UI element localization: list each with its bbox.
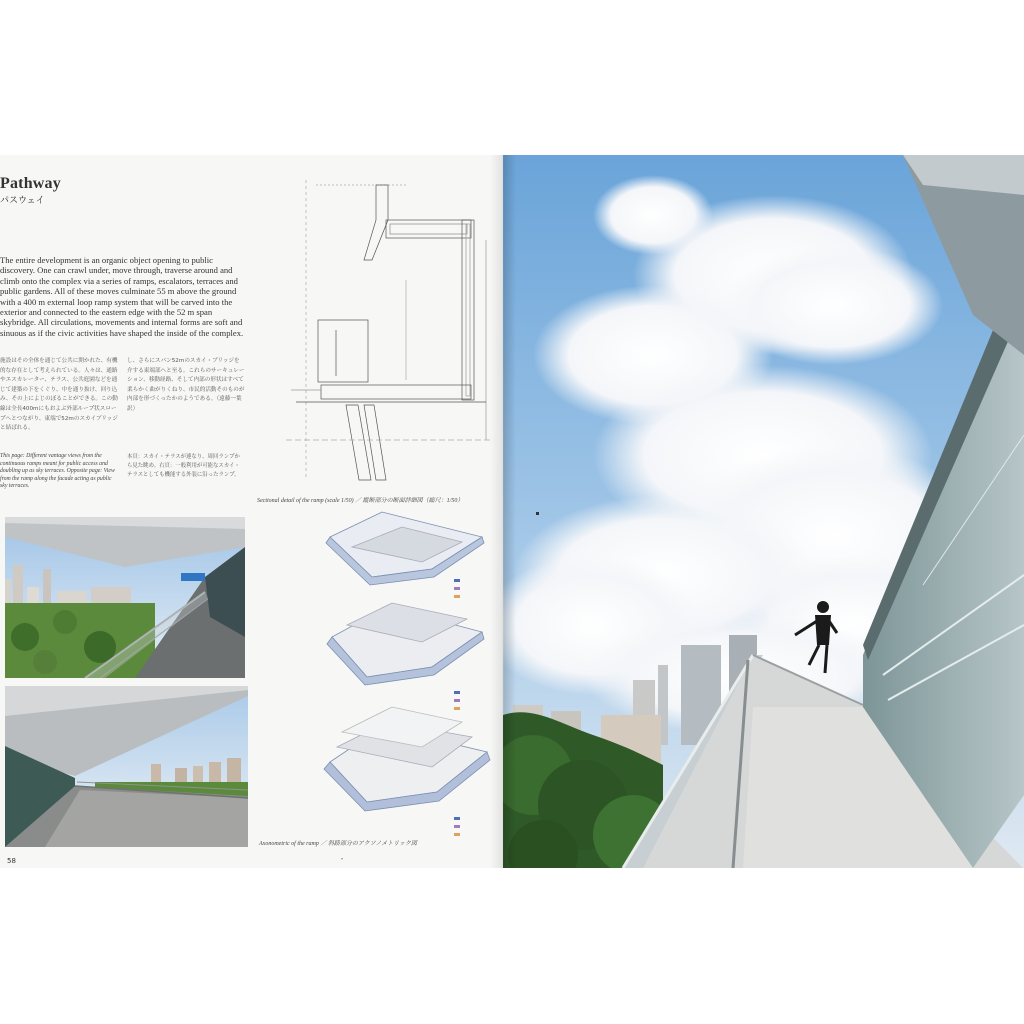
ramp-section-drawing	[286, 180, 492, 488]
body-text-en: The entire development is an organic object opening to public discovery. One can crawl under, move through, traverse around and climb onto the complex via a series of ramps, escalators, terraces and public gardens. All of these moves culminate 55 m above the ground with a 400 m external loop ramp system that will be carved into the exterior and connected to the eastern edge with the 52 m span skybridge. All circulations, movements and internal forms are soft and sinuous as if the civic activities have shaped the inside of the complex.	[0, 255, 244, 338]
full-page-photo	[503, 155, 1024, 868]
section-caption: Sectional detail of the ramp (scale 1/50) ／ 縦断部分の断面詳細図（縮尺：1/50）	[257, 498, 464, 504]
ramp-axonometric	[312, 507, 497, 837]
axonometric-caption: Axonometric of the ramp ／ 斜路部分のアクソノメトリック図	[259, 841, 417, 847]
body-text-jp-col1: 施設はその全体を通じて公共に開かれた、有機的な存在として考えられている。人々は、通路やエスカレーター、テラス、公共庭園などを通じて建築の下をくぐり、中を通り抜け、回り込み、その上によじのぼることができる。この動線は全長400mにもおよぶ外部ループ状スロープへとつながり、東端で52mのスカイブリッジと結ばれる。	[0, 358, 118, 432]
center-mark: •	[341, 857, 344, 863]
body-text-jp-col2: し、さらにスパン52mのスカイ・ブリッジを介する東端部へと至る。これらのサーキュレーション、移動経路、そして内部の形状はすべて柔らかく曲がりくねり、市民的活動そのものが内部を形づくったかのようである。（遠藤一葉訳）	[127, 358, 245, 412]
photo-caption-en: This page: Different vantage views from the continuous ramps meant for public access and doubling up as sky terraces. Opposite page: View from the ramp along the facade acting as public sky terraces.	[0, 453, 115, 490]
page-title: Pathway	[0, 175, 61, 192]
ramp-photo-bottom	[5, 686, 248, 847]
magazine-spread	[0, 155, 1024, 868]
ramp-photo-top	[5, 517, 245, 678]
page-number: 58	[7, 857, 16, 865]
page-subtitle-jp: パスウェイ	[0, 196, 45, 206]
photo-caption-jp: 本頁：スカイ・テラスが連なり、周回ランプから見た眺め。右頁：一般利用が可能なスカイ・テラスとしても機能する外装に沿ったランプ。	[127, 454, 240, 478]
left-page	[0, 155, 503, 868]
